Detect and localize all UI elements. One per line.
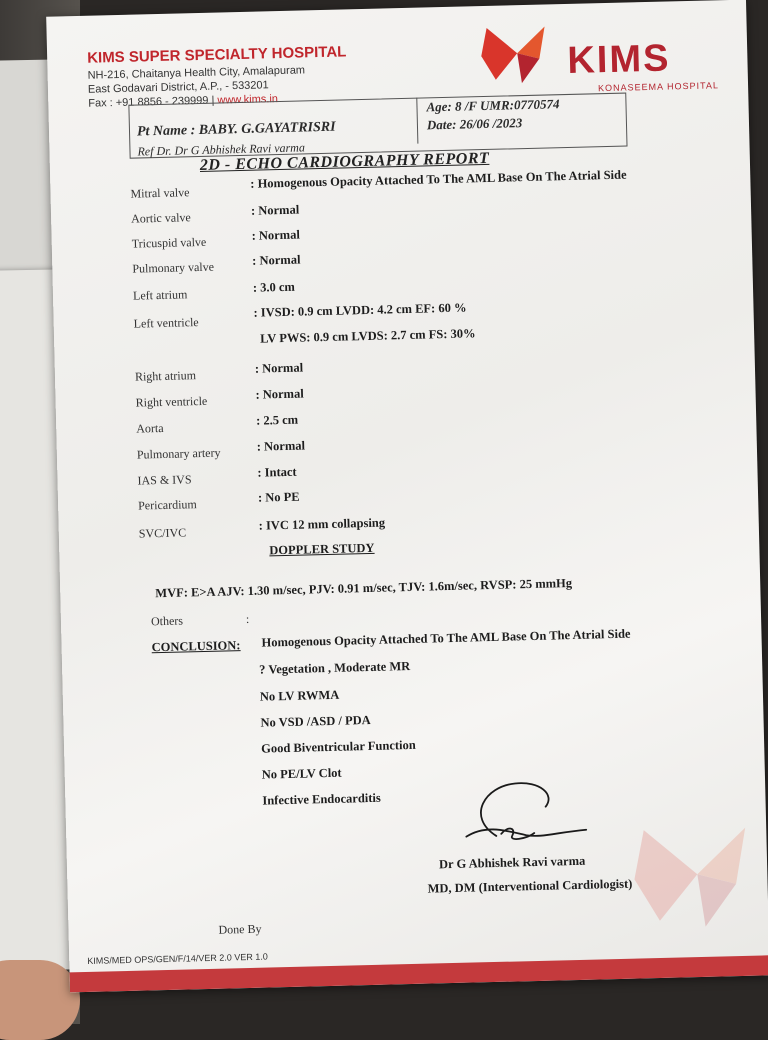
finding-value: : 2.5 cm — [255, 412, 299, 428]
doppler-values: MVF: E>A AJV: 1.30 m/sec, PJV: 0.91 m/sec, TJV: 1.6m/sec, RVSP: 25 mmHg — [155, 576, 573, 601]
hospital-fax: Fax : +91 8856 - 239999 | — [88, 94, 215, 110]
finding-value: : Normal — [254, 360, 304, 376]
finding-value: : Normal — [255, 386, 304, 402]
conclusion-line: ? Vegetation , Moderate MR — [259, 658, 411, 677]
finding-label: Left ventricle — [133, 315, 199, 331]
finding-label: Mitral valve — [130, 185, 190, 201]
finding-value: : Normal — [256, 438, 306, 454]
finding-value: : IVSD: 0.9 cm LVDD: 4.2 cm EF: 60 % — [253, 300, 467, 320]
finding-label: SVC/IVC — [138, 525, 187, 541]
conclusion-line: No VSD /ASD / PDA — [260, 712, 371, 730]
finding-label: Pulmonary valve — [132, 259, 215, 276]
finding-label: Aortic valve — [130, 210, 191, 226]
finding-value: : Normal — [251, 227, 301, 243]
others-colon: : — [245, 611, 250, 626]
doctor-credentials: MD, DM (Interventional Cardiologist) — [427, 876, 633, 896]
thumb — [0, 960, 80, 1040]
finding-value: : No PE — [257, 489, 300, 505]
finding-value: : Normal — [252, 252, 301, 268]
finding-label: Pericardium — [137, 497, 197, 513]
finding-label: IAS & IVS — [137, 472, 192, 488]
referring-doctor: Ref Dr. Dr G Abhishek Ravi varma — [137, 140, 306, 159]
doctor-signature — [445, 773, 607, 857]
hospital-address-2: East Godavari District, A.P., - 533201 — [87, 79, 269, 96]
doppler-title: DOPPLER STUDY — [269, 540, 375, 558]
conclusion-line: No PE/LV Clot — [261, 765, 342, 782]
finding-value: : Intact — [257, 464, 297, 480]
finding-label: Tricuspid valve — [131, 234, 207, 251]
patient-age-umr: Age: 8 /F UMR:0770574 — [426, 96, 560, 115]
logo-wordmark: KIMS — [566, 37, 671, 82]
kims-logo-icon — [476, 18, 558, 90]
report-title: 2D - ECHO CARDIOGRAPHY REPORT — [199, 149, 490, 174]
report-page — [46, 0, 768, 992]
conclusion-label: CONCLUSION: — [151, 638, 241, 655]
finding-value: : Normal — [250, 202, 300, 218]
done-by-label: Done By — [218, 921, 262, 937]
others-label: Others — [150, 613, 184, 629]
report-date: Date: 26/06 /2023 — [426, 115, 523, 133]
patient-name: Pt Name : BABY. G.GAYATRISRI — [136, 119, 336, 140]
kims-watermark-icon — [626, 804, 768, 947]
finding-value: : IVC 12 mm collapsing — [258, 515, 386, 533]
finding-value: : Homogenous Opacity Attached To The AML Base On The Atrial Side — [250, 167, 627, 191]
conclusion-line: No LV RWMA — [259, 687, 340, 704]
finding-label: Pulmonary artery — [136, 445, 221, 462]
lv-second-line: LV PWS: 0.9 cm LVDS: 2.7 cm FS: 30% — [259, 326, 476, 346]
hospital-name: KIMS SUPER SPECIALTY HOSPITAL — [87, 43, 347, 67]
hospital-website-link[interactable]: www.kims.in — [217, 93, 279, 107]
finding-label: Aorta — [136, 420, 164, 436]
conclusion-line: Homogenous Opacity Attached To The AML Base On The Atrial Side — [261, 626, 631, 650]
doctor-name: Dr G Abhishek Ravi varma — [438, 853, 586, 872]
conclusion-line: Good Biventricular Function — [260, 737, 416, 756]
finding-label: Right ventricle — [135, 393, 208, 410]
finding-value: : 3.0 cm — [252, 279, 296, 295]
form-code: KIMS/MED OPS/GEN/F/14/VER 2.0 VER 1.0 — [87, 951, 268, 966]
conclusion-line: Infective Endocarditis — [262, 790, 381, 808]
finding-label: Right atrium — [134, 368, 197, 384]
logo-subtitle: KONASEEMA HOSPITAL — [597, 80, 720, 94]
finding-label: Left atrium — [132, 287, 188, 303]
hospital-address-1: NH-216, Chaitanya Health City, Amalapuram — [87, 64, 306, 82]
